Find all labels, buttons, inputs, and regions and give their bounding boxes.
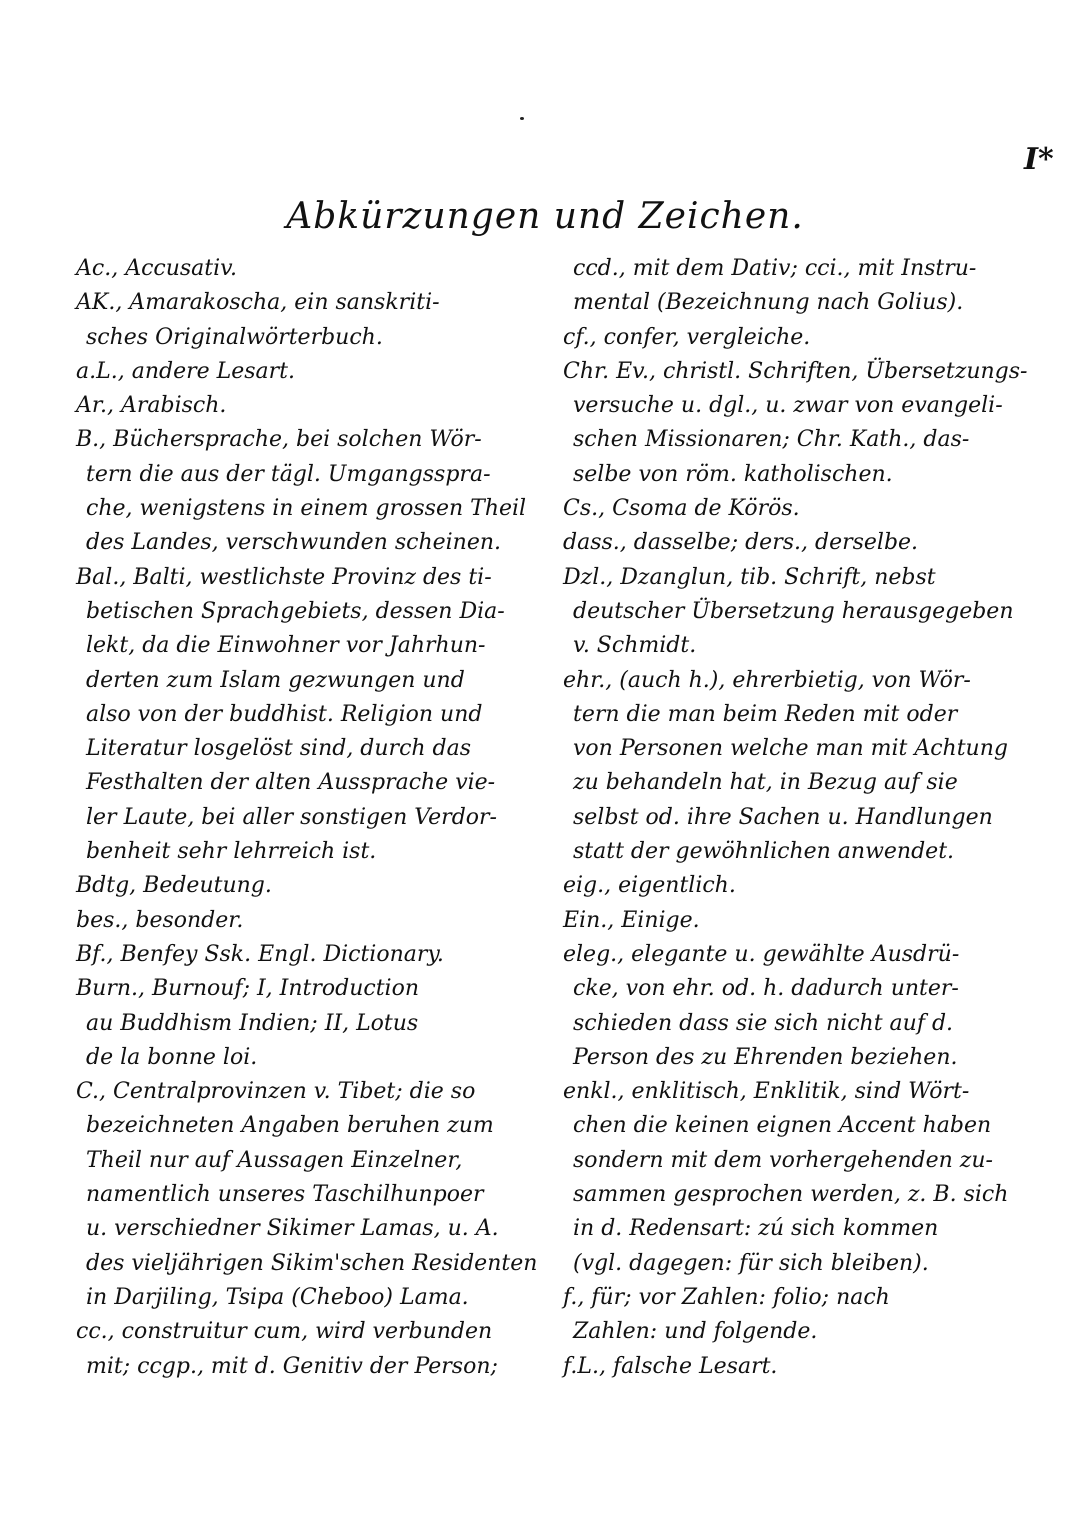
page-number: I* xyxy=(1024,142,1054,177)
abbreviation-line: von Personen welche man mit Achtung xyxy=(573,736,1008,762)
abbreviation-line: in d. Redensart: zú sich kommen xyxy=(573,1216,939,1242)
abbreviation-line: Bdtg, Bedeutung. xyxy=(76,873,272,899)
abbreviation-line: (vgl. dagegen: für sich bleiben). xyxy=(573,1250,929,1276)
abbreviation-line: cf., confer, vergleiche. xyxy=(563,324,811,350)
abbreviation-line: betischen Sprachgebiets, dessen Dia- xyxy=(86,598,505,624)
abbreviation-line: Cs., Csoma de Körös. xyxy=(563,496,800,522)
abbreviation-line: bes., besonder. xyxy=(76,907,244,933)
abbreviation-line: sammen gesprochen werden, z. B. sich xyxy=(573,1182,1009,1208)
abbreviation-line: des Landes, verschwunden scheinen. xyxy=(86,530,502,556)
abbreviation-line: chen die keinen eignen Accent haben xyxy=(573,1113,992,1139)
abbreviation-line: selbst od. ihre Sachen u. Handlungen xyxy=(573,804,993,830)
abbreviation-line: C., Centralprovinzen v. Tibet; die so xyxy=(76,1079,476,1105)
abbreviation-line: sches Originalwörterbuch. xyxy=(86,324,383,350)
abbreviation-line: v. Schmidt. xyxy=(573,633,697,659)
abbreviation-line: lekt, da die Einwohner vor Jahrhun- xyxy=(86,633,486,659)
abbreviation-line: selbe von röm. katholischen. xyxy=(573,461,893,487)
abbreviation-line: Person des zu Ehrenden beziehen. xyxy=(573,1044,958,1070)
abbreviation-line: eleg., elegante u. gewählte Ausdrü- xyxy=(563,941,960,967)
abbreviation-line: Bal., Balti, westlichste Provinz des ti- xyxy=(76,564,492,590)
abbreviation-line: statt der gewöhnlichen anwendet. xyxy=(573,839,955,865)
abbreviation-line: namentlich unseres Taschilhunpoer xyxy=(86,1182,484,1208)
abbreviation-line: zu behandeln hat, in Bezug auf sie xyxy=(573,770,958,796)
right-column xyxy=(563,252,1049,1384)
abbreviation-line: schen Missionaren; Chr. Kath., das- xyxy=(573,427,970,453)
page-title: Abkürzungen und Zeichen. xyxy=(286,196,804,237)
abbreviation-line: Dzl., Dzanglun, tib. Schrift, nebst xyxy=(563,564,936,590)
abbreviation-line: in Darjiling, Tsipa (Cheboo) Lama. xyxy=(86,1284,469,1310)
abbreviation-line: enkl., enklitisch, Enklitik, sind Wört- xyxy=(563,1079,970,1105)
ink-speck xyxy=(520,117,524,120)
abbreviation-line: tern die aus der tägl. Umgangsspra- xyxy=(86,461,491,487)
abbreviation-line: mit; ccgp., mit d. Genitiv der Person; xyxy=(86,1353,498,1379)
abbreviation-line: de la bonne loi. xyxy=(86,1044,258,1070)
abbreviation-line: Ein., Einige. xyxy=(563,907,700,933)
abbreviation-line: dass., dasselbe; ders., derselbe. xyxy=(563,530,919,556)
abbreviation-line: che, wenigstens in einem grossen Theil xyxy=(86,496,527,522)
abbreviation-line: ehr., (auch h.), ehrerbietig, von Wör- xyxy=(563,667,971,693)
abbreviation-line: sondern mit dem vorhergehenden zu- xyxy=(573,1147,993,1173)
abbreviation-line: B., Büchersprache, bei solchen Wör- xyxy=(76,427,482,453)
abbreviation-line: u. verschiedner Sikimer Lamas, u. A. xyxy=(86,1216,499,1242)
abbreviation-line: f.L., falsche Lesart. xyxy=(563,1353,778,1379)
abbreviation-line: a.L., andere Lesart. xyxy=(76,358,296,384)
abbreviation-line: also von der buddhist. Religion und xyxy=(86,701,483,727)
abbreviation-line: des vieljährigen Sikim'schen Residenten xyxy=(86,1250,538,1276)
abbreviation-line: au Buddhism Indien; II, Lotus xyxy=(86,1010,419,1036)
abbreviation-line: Burn., Burnouf; I, Introduction xyxy=(76,976,419,1002)
left-column xyxy=(76,252,546,1384)
abbreviation-line: Theil nur auf Aussagen Einzelner, xyxy=(86,1147,463,1173)
abbreviation-line: f., für; vor Zahlen: folio; nach xyxy=(563,1284,890,1310)
abbreviation-line: Chr. Ev., christl. Schriften, Übersetzungs- xyxy=(563,358,1028,384)
abbreviation-line: versuche u. dgl., u. zwar von evangeli- xyxy=(573,393,1003,419)
abbreviation-line: Bf., Benfey Ssk. Engl. Dictionary. xyxy=(76,941,444,967)
abbreviation-line: AK., Amarakoscha, ein sanskriti- xyxy=(76,290,440,316)
abbreviation-line: tern die man beim Reden mit oder xyxy=(573,701,958,727)
abbreviation-line: Ac., Accusativ. xyxy=(76,256,237,281)
abbreviation-line: Festhalten der alten Aussprache vie- xyxy=(86,770,496,796)
abbreviation-line: mental (Bezeichnung nach Golius). xyxy=(573,290,964,316)
abbreviation-line: derten zum Islam gezwungen und xyxy=(86,667,465,693)
abbreviation-line: Zahlen: und folgende. xyxy=(573,1319,818,1345)
abbreviation-line: eig., eigentlich. xyxy=(563,873,736,899)
abbreviation-line: ler Laute, bei aller sonstigen Verdor- xyxy=(86,804,497,830)
abbreviation-line: cc., construitur cum, wird verbunden xyxy=(76,1319,493,1345)
abbreviation-line: bezeichneten Angaben beruhen zum xyxy=(86,1113,494,1139)
abbreviation-line: Ar., Arabisch. xyxy=(76,393,227,419)
abbreviation-line: schieden dass sie sich nicht auf d. xyxy=(573,1010,954,1036)
abbreviation-line: deutscher Übersetzung herausgegeben xyxy=(573,598,1014,624)
abbreviation-line: Literatur losgelöst sind, durch das xyxy=(86,736,472,762)
abbreviation-line: ccd., mit dem Dativ; cci., mit Instru- xyxy=(573,256,977,281)
abbreviation-line: cke, von ehr. od. h. dadurch unter- xyxy=(573,976,959,1002)
abbreviation-line: benheit sehr lehrreich ist. xyxy=(86,839,377,865)
